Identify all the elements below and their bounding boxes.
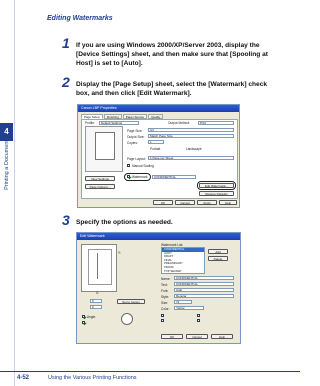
position-x-label: X:	[96, 291, 100, 295]
manual-scaling-label: Manual Scaling	[132, 164, 154, 168]
view-settings-button[interactable]: View Settings	[85, 176, 115, 181]
profile-label: Profile:	[85, 121, 95, 125]
list-item[interactable]: CONFIDENTIAL	[162, 248, 204, 252]
page-setup-dialog-title: Canon LBP Properties	[78, 105, 239, 112]
set-to-center-button[interactable]: Set to Center	[117, 299, 145, 304]
tab-finishing[interactable]: Finishing	[104, 114, 122, 119]
step-1-line-1: If you are using Windows 2000/XP/Server 2003, display the	[76, 42, 260, 49]
add-button[interactable]: Add	[208, 249, 228, 254]
tab-paper-source[interactable]: Paper Source	[123, 114, 147, 119]
watermark-preview-page	[88, 249, 112, 285]
list-item[interactable]: PROOF	[164, 264, 174, 269]
edit-watermark-help-button[interactable]: Help	[211, 334, 233, 339]
option-checkbox-1[interactable]	[161, 314, 164, 317]
page-setup-ok-button[interactable]: OK	[153, 200, 173, 205]
color-select[interactable]: Yellow	[174, 306, 204, 310]
position-y-label: Y:	[118, 251, 121, 255]
delete-button[interactable]: Delete	[208, 256, 228, 261]
edit-watermark-button[interactable]: Edit Watermark...	[199, 183, 234, 188]
edit-watermark-dialog	[76, 232, 241, 344]
color-label: Color:	[161, 307, 170, 311]
angle-checkbox-2[interactable]	[82, 321, 85, 324]
style-label: Style:	[161, 295, 169, 299]
step-3-line-1: Specify the options as needed.	[76, 219, 173, 226]
angle-dial[interactable]	[121, 313, 133, 325]
watermark-preview	[81, 244, 117, 292]
page-layout-label: Page Layout:	[127, 157, 146, 161]
step-1-text	[76, 41, 296, 68]
step-2-number: 2	[62, 74, 70, 90]
section-title: Editing Watermarks	[47, 15, 113, 22]
copies-label: Copies:	[127, 141, 138, 145]
step-3-text	[76, 218, 296, 227]
orientation-portrait[interactable]: Portrait	[150, 147, 161, 151]
position-y-input[interactable]: 0	[90, 305, 102, 309]
output-method-select[interactable]: Print	[198, 121, 234, 125]
size-input[interactable]: 72	[174, 300, 192, 304]
angle-label: Angle:	[87, 315, 97, 319]
style-select[interactable]: Regular	[174, 294, 234, 298]
position-x-input[interactable]: 0	[90, 299, 102, 303]
page-setup-help-button[interactable]: Help	[219, 200, 237, 205]
edit-watermark-dialog-title: Edit Watermark	[77, 233, 240, 240]
edit-watermark-cancel-button[interactable]: Cancel	[186, 334, 208, 339]
step-2-text	[76, 80, 296, 98]
page-options-button[interactable]: Page Options...	[85, 184, 115, 189]
orientation-landscape[interactable]: Landscape	[186, 147, 202, 151]
footer-title: Using the Various Printing Functions	[48, 375, 137, 381]
name-label: Name:	[161, 277, 171, 281]
step-3-number: 3	[62, 212, 70, 228]
list-item[interactable]: COPY	[164, 250, 172, 255]
tab-quality[interactable]: Quality	[148, 114, 163, 119]
step-1-line-2: [Device Settings] sheet, and then make sure that [Spooling at	[76, 51, 268, 58]
list-item[interactable]: FINAL	[164, 257, 172, 262]
option-checkbox-3[interactable]	[197, 314, 200, 317]
name-input[interactable]: CONFIDENTIAL	[174, 276, 234, 280]
watermark-checkbox[interactable]	[127, 175, 130, 178]
chapter-title: Printing a Document	[4, 140, 10, 190]
font-label: Font:	[161, 289, 169, 293]
output-size-select[interactable]: Match Page Size	[148, 134, 234, 138]
page-setup-panel	[81, 119, 238, 199]
option-checkbox-4[interactable]	[197, 319, 200, 322]
size-label: Size:	[161, 301, 169, 305]
output-method-label: Output Method:	[168, 121, 190, 125]
watermark-list-label: Watermark List:	[161, 243, 184, 247]
font-select[interactable]: Arial	[174, 288, 234, 292]
step-1-number: 1	[62, 35, 70, 51]
manual-scaling-checkbox[interactable]	[127, 164, 130, 167]
option-checkbox-2[interactable]	[161, 319, 164, 322]
restore-defaults-button[interactable]: Restore Defaults	[199, 191, 234, 196]
chapter-tab: 4	[0, 123, 13, 141]
page-setup-dialog	[77, 104, 240, 208]
page-number: 4-52	[17, 375, 30, 381]
list-item[interactable]: PRELIMINARY	[164, 261, 183, 266]
footer-rule	[0, 371, 300, 372]
page-layout-select[interactable]: 1 Page per Sheet	[148, 156, 234, 160]
list-item[interactable]: DRAFT	[164, 254, 174, 259]
page-setup-apply-button[interactable]: Apply	[197, 200, 217, 205]
side-rule	[14, 0, 15, 386]
edit-watermark-ok-button[interactable]: OK	[161, 334, 183, 339]
page-size-label: Page Size:	[127, 129, 143, 133]
watermark-list[interactable]	[161, 247, 205, 274]
output-size-label: Output Size:	[127, 135, 145, 139]
page-setup-cancel-button[interactable]: Cancel	[175, 200, 195, 205]
step-2-line-2: box, and then click [Edit Watermark].	[76, 90, 192, 97]
list-item[interactable]: TOP SECRET	[164, 268, 182, 273]
text-label: Text:	[161, 283, 168, 287]
watermark-select[interactable]: CONFIDENTIAL	[152, 175, 196, 179]
page-size-select[interactable]: A4	[148, 128, 234, 132]
step-2-line-1: Display the [Page Setup] sheet, select the [Watermark] check	[76, 81, 268, 88]
page-preview-sheet	[95, 132, 115, 160]
tab-page-setup[interactable]: Page Setup	[81, 114, 103, 119]
page-preview	[85, 126, 123, 172]
watermark-preview-text-line	[97, 253, 98, 279]
watermark-label: Watermark	[132, 175, 148, 179]
copies-input[interactable]: 1	[148, 140, 164, 144]
profile-select[interactable]: Default Settings	[99, 121, 139, 125]
angle-checkbox-1[interactable]	[82, 315, 85, 318]
step-1-line-3: Host] is set to [Auto].	[76, 60, 143, 67]
text-input[interactable]: CONFIDENTIAL	[174, 282, 234, 286]
